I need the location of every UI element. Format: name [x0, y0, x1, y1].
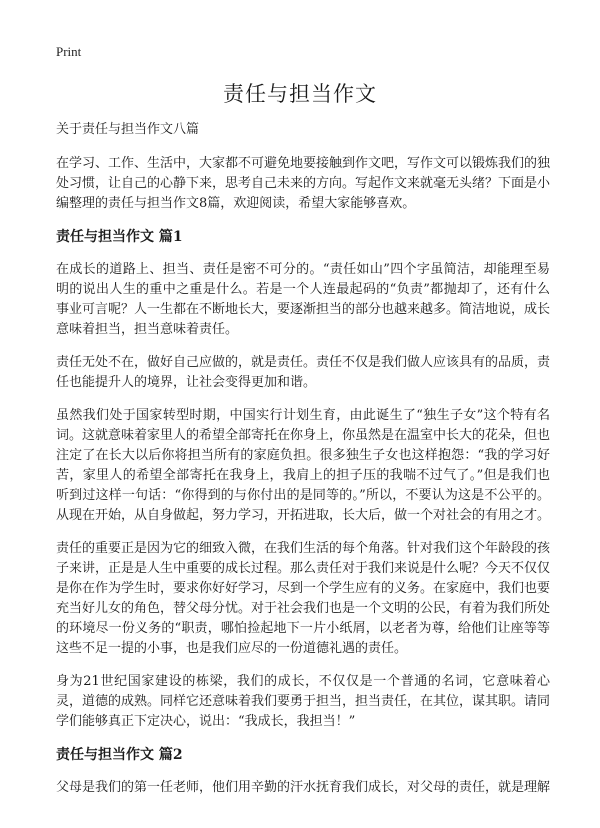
intro-paragraph: 在学习、工作、生活中，大家都不可避免地要接触到作文吧，写作文可以锻炼我们的独处习惯，让自己的心静下来，思考自己未来的方向。写起作文来就毫无头绪？下面是小编整理的责任与担当作文8篇，欢迎阅读，希望大家能够喜欢。	[56, 156, 551, 211]
section-1-paragraph-2: 责任无处不在，做好自己应做的，就是责任。责任不仅是我们做人应该具有的品质，责任也能提升人的境界，让社会变得更加和谐。	[56, 355, 551, 390]
section-heading-1: 责任与担当作文 篇1	[56, 229, 183, 245]
section-1-paragraph-3: 虽然我们处于国家转型时期，中国实行计划生育，由此诞生了“独生子女”这个特有名词。这就意味着家里人的希望全部寄托在你身上，你虽然是在温室中长大的花朵，但也注定了在长大以后你将担当所有的家庭负担。很多独生子女也这样抱怨：“我的学习好苦，家里人的希望全部寄托在我身上，我肩上的担子压的我喘不过气了。”但是我们也听到过这样一句话：“你得到的与你付出的是同等的。”所以，不要认为这是不公平的。从现在开始，从自身做起，努力学习，开拓进取，长大后，做一个对社会的有用之才。	[56, 408, 551, 523]
section-1-paragraph-5: 身为21世纪国家建设的栋梁，我们的成长，不仅仅是一个普通的名词，它意味着心灵，道德的成熟。同样它还意味着我们要勇于担当，担当责任，在其位，谋其职。请同学们能够真正下定决心，说出：“我成长，我担当！”	[56, 674, 551, 729]
print-link[interactable]: Print	[56, 44, 82, 59]
document-title: 责任与担当作文	[223, 82, 377, 106]
article-subtitle: 关于责任与担当作文八篇	[56, 122, 200, 137]
section-2-paragraph-1: 父母是我们的第一任老师，他们用辛勤的汗水抚育我们成长，对父母的责任，就是理解	[56, 780, 551, 795]
article-body	[56, 120, 550, 811]
section-heading-2: 责任与担当作文 篇2	[56, 747, 183, 763]
section-1-paragraph-4: 责任的重要正是因为它的细致入微，在我们生活的每个角落。针对我们这个年龄段的孩子来讲，正是是人生中重要的成长过程。那么责任对于我们来说是什么呢？今天不仅仅是你在作为学生时，要求你好好学习，尽到一个学生应有的义务。在家庭中，我们也要充当好儿女的角色，替父母分忧。对于社会我们也是一个文明的公民，有着为我们所处的环境尽一份义务的“职责，哪怕捡起地下一片小纸屑，以老者为尊，给他们让座等等这些不足一提的小事，也是我们应尽的一份道德礼遇的责任。	[56, 541, 551, 656]
section-1-paragraph-1: 在成长的道路上、担当、责任是密不可分的。“责任如山”四个字虽简洁，却能理至易明的说出人生的重中之重是什么。若是一个人连最起码的“负责”都抛却了，还有什么事业可言呢？人一生都在不断地长大，要逐渐担当的部分也越来越多。简洁地说，成长意味着担当，担当意味着责任。	[56, 262, 551, 337]
